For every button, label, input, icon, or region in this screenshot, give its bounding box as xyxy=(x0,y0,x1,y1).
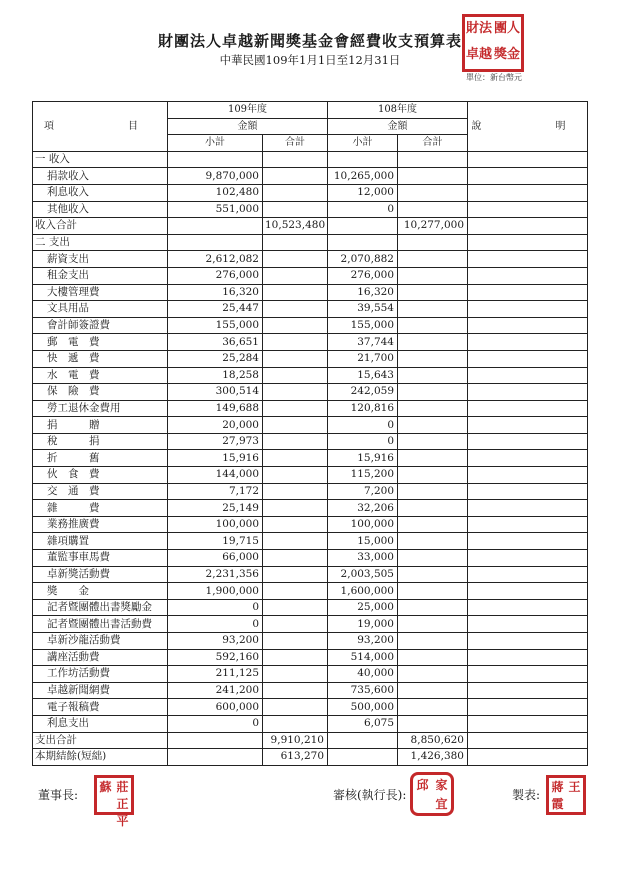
subtotal-108 xyxy=(328,732,398,749)
note-cell xyxy=(468,267,588,284)
note-cell xyxy=(468,384,588,401)
note-cell xyxy=(468,367,588,384)
subtotal-108: 33,000 xyxy=(328,550,398,567)
total-108 xyxy=(398,317,468,334)
row-label: 捐款收入 xyxy=(33,168,168,185)
table-row xyxy=(33,550,588,567)
preparer-label: 製表: xyxy=(512,788,541,802)
note-cell xyxy=(468,251,588,268)
table-row xyxy=(33,201,588,218)
row-label: 董監事車馬費 xyxy=(33,550,168,567)
table-row xyxy=(33,417,588,434)
subtotal-108: 0 xyxy=(328,201,398,218)
row-label: 水 電 費 xyxy=(33,367,168,384)
row-label: 卓越新聞網費 xyxy=(33,682,168,699)
table-row xyxy=(33,267,588,284)
total-109 xyxy=(263,450,328,467)
note-cell xyxy=(468,151,588,168)
foundation-seal xyxy=(462,14,524,72)
header-subtotal-108: 小計 xyxy=(328,135,398,152)
total-109 xyxy=(263,666,328,683)
total-108 xyxy=(398,616,468,633)
subtotal-108: 37,744 xyxy=(328,334,398,351)
table-row xyxy=(33,732,588,749)
note-cell xyxy=(468,350,588,367)
row-label: 租金支出 xyxy=(33,267,168,284)
table-row xyxy=(33,367,588,384)
total-108 xyxy=(398,450,468,467)
subtotal-108: 514,000 xyxy=(328,649,398,666)
subtotal-108: 6,075 xyxy=(328,715,398,732)
subtotal-109: 16,320 xyxy=(168,284,263,301)
header-note: 說 明 xyxy=(468,102,588,152)
subtotal-109: 241,200 xyxy=(168,682,263,699)
subtotal-108: 735,600 xyxy=(328,682,398,699)
total-109 xyxy=(263,433,328,450)
subtotal-109 xyxy=(168,234,263,251)
page-title: 財團法人卓越新聞獎基金會經費收支預算表 xyxy=(157,32,462,50)
seal-char: 霞 xyxy=(551,797,564,811)
subtotal-108: 15,000 xyxy=(328,533,398,550)
total-109 xyxy=(263,350,328,367)
subtotal-109: 600,000 xyxy=(168,699,263,716)
total-108 xyxy=(398,467,468,484)
subtotal-109: 19,715 xyxy=(168,533,263,550)
note-cell xyxy=(468,516,588,533)
table-row xyxy=(33,516,588,533)
subtotal-109: 144,000 xyxy=(168,467,263,484)
note-cell xyxy=(468,749,588,766)
total-108 xyxy=(398,500,468,517)
header-amount-109: 金額 xyxy=(168,118,328,135)
subtotal-109: 155,000 xyxy=(168,317,263,334)
row-label: 薪資支出 xyxy=(33,251,168,268)
table-row xyxy=(33,350,588,367)
total-109 xyxy=(263,251,328,268)
row-label: 稅 捐 xyxy=(33,433,168,450)
total-108 xyxy=(398,715,468,732)
seal-char: 王 xyxy=(568,780,581,794)
table-row xyxy=(33,168,588,185)
subtotal-109: 18,258 xyxy=(168,367,263,384)
total-108 xyxy=(398,168,468,185)
total-108 xyxy=(398,367,468,384)
row-label: 快 遞 費 xyxy=(33,350,168,367)
subtotal-109 xyxy=(168,151,263,168)
total-109 xyxy=(263,168,328,185)
total-108 xyxy=(398,151,468,168)
note-cell xyxy=(468,599,588,616)
auditor-seal xyxy=(410,772,454,816)
subtotal-109: 276,000 xyxy=(168,267,263,284)
total-108 xyxy=(398,184,468,201)
subtotal-109: 300,514 xyxy=(168,384,263,401)
subtotal-108: 2,070,882 xyxy=(328,251,398,268)
total-108 xyxy=(398,267,468,284)
subtotal-108: 500,000 xyxy=(328,699,398,716)
total-108 xyxy=(398,400,468,417)
subtotal-109 xyxy=(168,732,263,749)
total-109 xyxy=(263,301,328,318)
subtotal-108: 2,003,505 xyxy=(328,566,398,583)
subtotal-108: 100,000 xyxy=(328,516,398,533)
table-row xyxy=(33,715,588,732)
note-cell xyxy=(468,715,588,732)
total-108 xyxy=(398,234,468,251)
subtotal-109: 551,000 xyxy=(168,201,263,218)
table-row xyxy=(33,184,588,201)
row-label: 會計師簽證費 xyxy=(33,317,168,334)
total-109 xyxy=(263,317,328,334)
total-109 xyxy=(263,682,328,699)
seal-char: 團人 xyxy=(493,21,520,36)
row-label: 記者暨團體出書獎勵金 xyxy=(33,599,168,616)
row-label: 講座活動費 xyxy=(33,649,168,666)
total-108 xyxy=(398,301,468,318)
table-row xyxy=(33,616,588,633)
row-label: 捐 贈 xyxy=(33,417,168,434)
total-109 xyxy=(263,500,328,517)
table-row xyxy=(33,467,588,484)
row-label: 收入合計 xyxy=(33,218,168,235)
subtotal-108: 15,643 xyxy=(328,367,398,384)
row-label: 交 通 費 xyxy=(33,483,168,500)
total-108 xyxy=(398,533,468,550)
table-row xyxy=(33,400,588,417)
table-row xyxy=(33,317,588,334)
row-label: 保 險 費 xyxy=(33,384,168,401)
table-row xyxy=(33,649,588,666)
note-cell xyxy=(468,566,588,583)
total-109 xyxy=(263,550,328,567)
subtotal-108: 0 xyxy=(328,433,398,450)
seal-char: 宜 xyxy=(435,797,448,811)
total-108 xyxy=(398,417,468,434)
subtotal-109: 93,200 xyxy=(168,633,263,650)
total-109 xyxy=(263,201,328,218)
total-109 xyxy=(263,384,328,401)
total-109 xyxy=(263,334,328,351)
table-row xyxy=(33,218,588,235)
table-row xyxy=(33,533,588,550)
subtotal-108: 155,000 xyxy=(328,317,398,334)
subtotal-108: 19,000 xyxy=(328,616,398,633)
total-109 xyxy=(263,417,328,434)
subtotal-108: 115,200 xyxy=(328,467,398,484)
subtotal-109: 27,973 xyxy=(168,433,263,450)
total-108: 8,850,620 xyxy=(398,732,468,749)
subtotal-108: 39,554 xyxy=(328,301,398,318)
subtotal-108: 16,320 xyxy=(328,284,398,301)
row-label: 一 收入 xyxy=(33,151,168,168)
table-row xyxy=(33,599,588,616)
header-total-109: 合計 xyxy=(263,135,328,152)
subtotal-109: 0 xyxy=(168,715,263,732)
subtotal-108: 40,000 xyxy=(328,666,398,683)
row-label: 雜 費 xyxy=(33,500,168,517)
row-label: 利息支出 xyxy=(33,715,168,732)
total-108 xyxy=(398,284,468,301)
header-total-108: 合計 xyxy=(398,135,468,152)
subtotal-109: 9,870,000 xyxy=(168,168,263,185)
subtotal-109: 2,612,082 xyxy=(168,251,263,268)
note-cell xyxy=(468,583,588,600)
chairman-label: 董事長: xyxy=(38,788,79,802)
note-cell xyxy=(468,218,588,235)
subtotal-108: 242,059 xyxy=(328,384,398,401)
row-label: 卓新沙龍活動費 xyxy=(33,633,168,650)
auditor-label: 審核(執行長): xyxy=(333,788,407,802)
row-label: 其他收入 xyxy=(33,201,168,218)
table-row xyxy=(33,284,588,301)
chairman-seal xyxy=(94,775,134,828)
note-cell xyxy=(468,450,588,467)
header-year-109: 109年度 xyxy=(168,102,328,119)
subtotal-109: 25,149 xyxy=(168,500,263,517)
header-row-years xyxy=(33,102,588,119)
seal-char: 蔣 xyxy=(551,780,564,794)
total-109 xyxy=(263,284,328,301)
budget-table xyxy=(32,101,588,766)
note-cell xyxy=(468,649,588,666)
subtotal-108: 10,265,000 xyxy=(328,168,398,185)
table-row xyxy=(33,450,588,467)
note-cell xyxy=(468,550,588,567)
row-label: 獎 金 xyxy=(33,583,168,600)
table-row xyxy=(33,583,588,600)
total-109 xyxy=(263,516,328,533)
total-109 xyxy=(263,533,328,550)
total-108 xyxy=(398,251,468,268)
total-109 xyxy=(263,566,328,583)
row-label: 勞工退休金費用 xyxy=(33,400,168,417)
subtotal-108: 21,700 xyxy=(328,350,398,367)
row-label: 雜項購置 xyxy=(33,533,168,550)
subtotal-108: 120,816 xyxy=(328,400,398,417)
header-item: 項 目 xyxy=(33,102,168,152)
currency-unit: 單位：新台幣元 xyxy=(466,73,522,82)
seal-char: 財法 xyxy=(465,21,492,36)
subtotal-108: 7,200 xyxy=(328,483,398,500)
table-row xyxy=(33,301,588,318)
preparer-seal xyxy=(546,775,586,815)
note-cell xyxy=(468,633,588,650)
total-108 xyxy=(398,550,468,567)
table-row xyxy=(33,566,588,583)
total-109: 10,523,480 xyxy=(263,218,328,235)
total-109 xyxy=(263,616,328,633)
total-108 xyxy=(398,666,468,683)
total-109 xyxy=(263,633,328,650)
total-108 xyxy=(398,599,468,616)
table-row xyxy=(33,500,588,517)
subtotal-108 xyxy=(328,151,398,168)
header-amount-108: 金額 xyxy=(328,118,468,135)
subtotal-108: 15,916 xyxy=(328,450,398,467)
total-109 xyxy=(263,649,328,666)
table-row xyxy=(33,483,588,500)
subtotal-108: 93,200 xyxy=(328,633,398,650)
row-label: 支出合計 xyxy=(33,732,168,749)
row-label: 工作坊活動費 xyxy=(33,666,168,683)
subtotal-108: 0 xyxy=(328,417,398,434)
table-row xyxy=(33,433,588,450)
row-label: 文具用品 xyxy=(33,301,168,318)
date-range: 中華民國109年1月1日至12月31日 xyxy=(219,53,401,67)
row-label: 本期結餘(短絀) xyxy=(33,749,168,766)
subtotal-108 xyxy=(328,234,398,251)
seal-char: 莊 xyxy=(116,780,129,794)
seal-char: 獎金 xyxy=(493,47,520,62)
subtotal-109: 36,651 xyxy=(168,334,263,351)
table-row xyxy=(33,699,588,716)
subtotal-109: 1,900,000 xyxy=(168,583,263,600)
note-cell xyxy=(468,467,588,484)
note-cell xyxy=(468,417,588,434)
note-cell xyxy=(468,433,588,450)
row-label: 伙 食 費 xyxy=(33,467,168,484)
subtotal-109: 15,916 xyxy=(168,450,263,467)
note-cell xyxy=(468,483,588,500)
note-cell xyxy=(468,301,588,318)
table-row xyxy=(33,682,588,699)
subtotal-108: 1,600,000 xyxy=(328,583,398,600)
subtotal-109 xyxy=(168,218,263,235)
table-row xyxy=(33,633,588,650)
total-109: 9,910,210 xyxy=(263,732,328,749)
table-row xyxy=(33,749,588,766)
row-label: 利息收入 xyxy=(33,184,168,201)
subtotal-109: 211,125 xyxy=(168,666,263,683)
total-109 xyxy=(263,467,328,484)
total-109 xyxy=(263,267,328,284)
total-109 xyxy=(263,400,328,417)
total-108 xyxy=(398,516,468,533)
total-108 xyxy=(398,699,468,716)
seal-char: 蘇 xyxy=(99,780,112,794)
total-109 xyxy=(263,715,328,732)
note-cell xyxy=(468,732,588,749)
row-label: 大樓管理費 xyxy=(33,284,168,301)
subtotal-109: 0 xyxy=(168,616,263,633)
note-cell xyxy=(468,400,588,417)
total-109 xyxy=(263,184,328,201)
subtotal-109: 20,000 xyxy=(168,417,263,434)
total-108: 1,426,380 xyxy=(398,749,468,766)
table-row xyxy=(33,384,588,401)
total-108 xyxy=(398,201,468,218)
total-108 xyxy=(398,384,468,401)
note-cell xyxy=(468,201,588,218)
total-108 xyxy=(398,334,468,351)
total-108 xyxy=(398,483,468,500)
note-cell xyxy=(468,334,588,351)
subtotal-108: 25,000 xyxy=(328,599,398,616)
total-108 xyxy=(398,433,468,450)
subtotal-108: 12,000 xyxy=(328,184,398,201)
row-label: 二 支出 xyxy=(33,234,168,251)
subtotal-109: 25,447 xyxy=(168,301,263,318)
note-cell xyxy=(468,168,588,185)
total-108 xyxy=(398,350,468,367)
subtotal-108 xyxy=(328,218,398,235)
row-label: 電子報稿費 xyxy=(33,699,168,716)
subtotal-109: 102,480 xyxy=(168,184,263,201)
note-cell xyxy=(468,682,588,699)
total-108 xyxy=(398,583,468,600)
note-cell xyxy=(468,699,588,716)
row-label: 卓新獎活動費 xyxy=(33,566,168,583)
total-109 xyxy=(263,699,328,716)
total-109 xyxy=(263,583,328,600)
total-109 xyxy=(263,234,328,251)
table-row xyxy=(33,251,588,268)
subtotal-109: 100,000 xyxy=(168,516,263,533)
total-109 xyxy=(263,483,328,500)
table-row xyxy=(33,234,588,251)
seal-char: 家 xyxy=(435,778,448,792)
note-cell xyxy=(468,616,588,633)
seal-char: 卓越 xyxy=(465,47,492,62)
subtotal-109: 25,284 xyxy=(168,350,263,367)
note-cell xyxy=(468,666,588,683)
subtotal-109: 7,172 xyxy=(168,483,263,500)
header-year-108: 108年度 xyxy=(328,102,468,119)
total-109: 613,270 xyxy=(263,749,328,766)
total-108 xyxy=(398,633,468,650)
subtotal-108 xyxy=(328,749,398,766)
total-109 xyxy=(263,599,328,616)
total-108: 10,277,000 xyxy=(398,218,468,235)
total-109 xyxy=(263,151,328,168)
subtotal-109 xyxy=(168,749,263,766)
note-cell xyxy=(468,317,588,334)
note-cell xyxy=(468,234,588,251)
table-row xyxy=(33,151,588,168)
note-cell xyxy=(468,284,588,301)
row-label: 記者暨團體出書活動費 xyxy=(33,616,168,633)
row-label: 業務推廣費 xyxy=(33,516,168,533)
subtotal-109: 0 xyxy=(168,599,263,616)
note-cell xyxy=(468,500,588,517)
seal-char: 正平 xyxy=(116,797,129,828)
subtotal-109: 592,160 xyxy=(168,649,263,666)
row-label: 郵 電 費 xyxy=(33,334,168,351)
row-label: 折 舊 xyxy=(33,450,168,467)
header-subtotal-109: 小計 xyxy=(168,135,263,152)
subtotal-108: 276,000 xyxy=(328,267,398,284)
note-cell xyxy=(468,533,588,550)
subtotal-108: 32,206 xyxy=(328,500,398,517)
note-cell xyxy=(468,184,588,201)
table-row xyxy=(33,666,588,683)
total-108 xyxy=(398,566,468,583)
total-108 xyxy=(398,649,468,666)
total-108 xyxy=(398,682,468,699)
subtotal-109: 149,688 xyxy=(168,400,263,417)
table-row xyxy=(33,334,588,351)
total-109 xyxy=(263,367,328,384)
subtotal-109: 66,000 xyxy=(168,550,263,567)
subtotal-109: 2,231,356 xyxy=(168,566,263,583)
seal-char: 邱 xyxy=(416,778,429,792)
